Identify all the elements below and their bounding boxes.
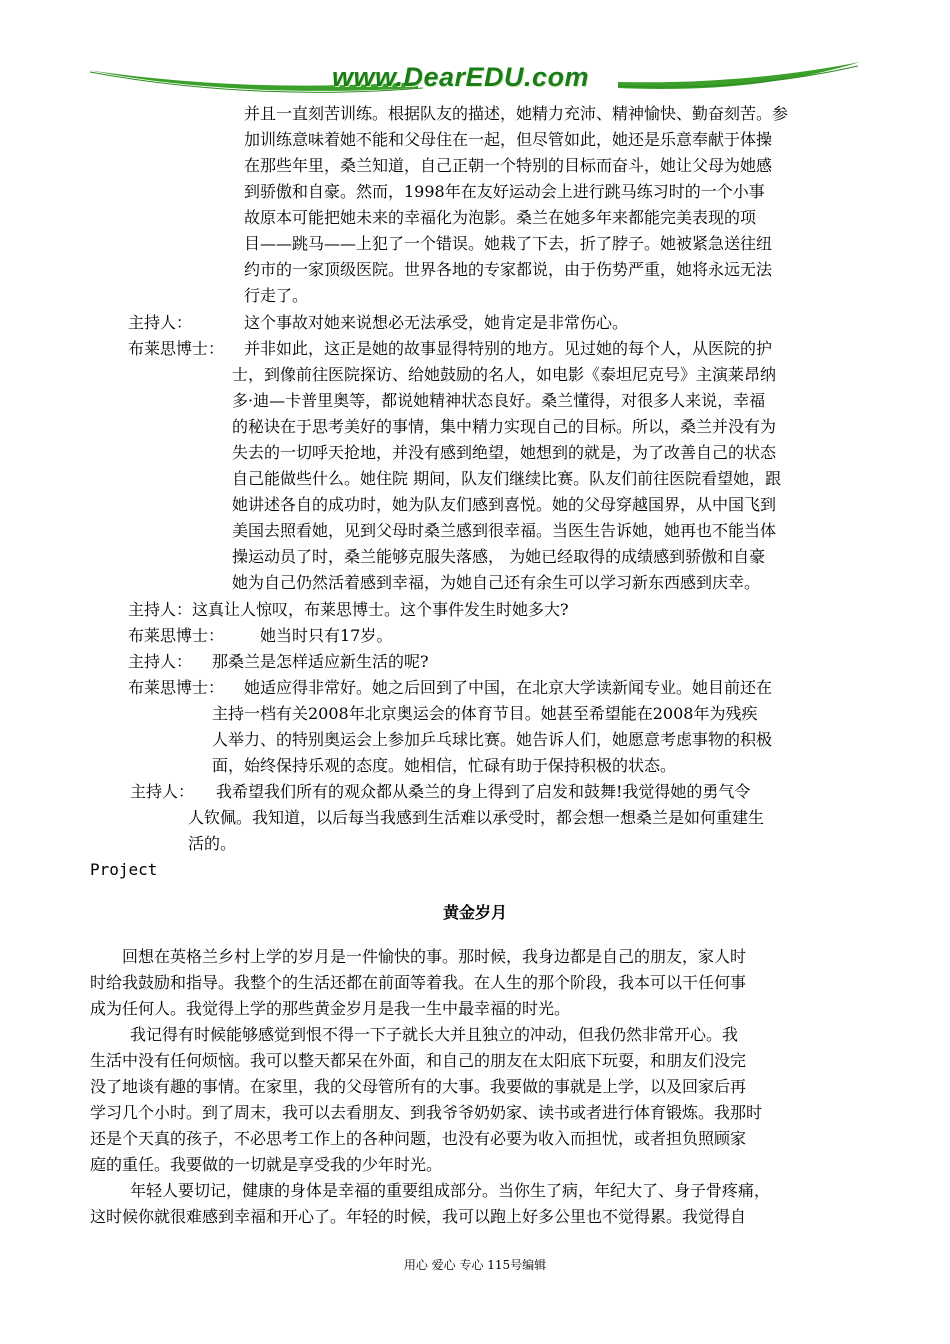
text-line: 并非如此，这正是她的故事显得特别的地方。见过她的每个人，从医院的护 — [244, 339, 773, 358]
text-line: 还是个天真的孩子，不必思考工作上的各种问题，也没有必要为收入而担忧，或者担负照顾家 — [90, 1129, 747, 1148]
dialogue-paragraph-4 — [188, 805, 764, 857]
text-line: 面，始终保持乐观的态度。她相信，忙碌有助于保持积极的状态。 — [212, 756, 677, 775]
text-line: 回想在英格兰乡村上学的岁月是一件愉快的事。那时候，我身边都是自己的朋友，家人时 — [122, 947, 747, 966]
text-line: 没了地谈有趣的事情。在家里，我的父母管所有的大事。我要做的事就是上学，以及回家后再 — [90, 1077, 747, 1096]
text-line: 目——跳马——上犯了一个错误。她栽了下去，折了脖子。她被紧急送往纽 — [244, 234, 773, 253]
speaker-host: 主持人： — [128, 313, 193, 332]
text-line: 我记得有时候能够感觉到恨不得一下子就长大并且独立的冲动，但我仍然非常开心。我 — [130, 1025, 739, 1044]
dialogue-paragraph-1 — [244, 101, 788, 309]
article-body — [90, 944, 770, 1230]
text-line: 这时候你就很难感到幸福和开心了。年轻的时候，我可以跑上好多公里也不觉得累。我觉得自 — [90, 1207, 747, 1226]
text-line: 加训练意味着她不能和父母住在一起，但尽管如此，她还是乐意奉献于体操 — [244, 130, 773, 149]
site-logo-text[interactable]: www.DearEDU.com — [332, 62, 590, 92]
text-line: 失去的一切呼天抢地，并没有感到绝望，她想到的就是，为了改善自己的状态 — [232, 443, 777, 462]
host-line: 那桑兰是怎样适应新生活的呢? — [212, 652, 429, 671]
project-label: Project — [90, 860, 158, 879]
speaker-host: 主持人： — [128, 652, 193, 671]
text-line: 她为自己仍然活着感到幸福，为她自己还有余生可以学习新东西感到庆幸。 — [232, 573, 761, 592]
page-footer: 用心 爱心 专心 115号编辑 — [403, 1258, 547, 1272]
text-line: 成为任何人。我觉得上学的那些黄金岁月是我一生中最幸福的时光。 — [90, 999, 571, 1018]
text-line: 人钦佩。我知道，以后每当我感到生活难以承受时，都会想一想桑兰是如何重建生 — [188, 808, 765, 827]
text-line: 在那些年里，桑兰知道，自己正朝一个特别的目标而奋斗，她让父母为她感 — [244, 156, 773, 175]
text-line: 的秘诀在于思考美好的事情，集中精力实现自己的目标。所以，桑兰并没有为 — [232, 417, 777, 436]
text-line: 故原本可能把她未来的幸福化为泡影。桑兰在她多年来都能完美表现的项 — [244, 208, 757, 227]
text-line: 学习几个小时。到了周末，我可以去看朋友、到我爷爷奶奶家、读书或者进行体育锻炼。我那时 — [90, 1103, 763, 1122]
host-line: 主持人：这真让人惊叹，布莱思博士。这个事件发生时她多大? — [128, 600, 569, 619]
text-line: 人举力、的特别奥运会上参加乒乓球比赛。她告诉人们，她愿意考虑事物的积极 — [212, 730, 773, 749]
dialogue-paragraph-3 — [212, 701, 772, 779]
text-line: 约市的一家顶级医院。世界各地的专家都说，由于伤势严重，她将永远无法 — [244, 260, 773, 279]
text-line: 生活中没有任何烦恼。我可以整天都呆在外面，和自己的朋友在太阳底下玩耍，和朋友们没完 — [90, 1051, 747, 1070]
speaker-doctor: 布莱思博士： — [128, 339, 225, 358]
text-line: 士，到像前往医院探访、给她鼓励的名人，如电影《泰坦尼克号》主演莱昂纳 — [232, 365, 777, 384]
host-line: 这个事故对她来说想必无法承受，她肯定是非常伤心。 — [244, 313, 629, 332]
text-line: 年轻人要切记，健康的身体是幸福的重要组成部分。当你生了病，年纪大了、身子骨疼痛， — [130, 1181, 771, 1200]
text-line: 时给我鼓励和指导。我整个的生活还都在前面等着我。在人生的那个阶段，我本可以干任何事 — [90, 973, 747, 992]
text-line: 多·迪—卡普里奥等，都说她精神状态良好。桑兰懂得，对很多人来说，幸福 — [232, 391, 766, 410]
text-line: 主持一档有关2008年北京奥运会的体育节目。她甚至希望能在2008年为残疾 — [212, 704, 758, 723]
text-line: 操运动员了时，桑兰能够克服失落感， 为她已经取得的成绩感到骄傲和自豪 — [232, 547, 766, 566]
article-title: 黄金岁月 — [442, 903, 507, 922]
text-line: 美国去照看她，见到父母时桑兰感到很幸福。当医生告诉她，她再也不能当体 — [232, 521, 777, 540]
text-line: 并且一直刻苦训练。根据队友的描述，她精力充沛、精神愉快、勤奋刻苦。参 — [244, 104, 789, 123]
speaker-doctor: 布莱思博士： — [128, 626, 225, 645]
speaker-host: 主持人： — [130, 782, 195, 801]
text-line: 自己能做些什么。她住院 期间，队友们继续比赛。队友们前往医院看望她，跟 — [232, 469, 782, 488]
text-line: 她讲述各自的成功时，她为队友们感到喜悦。她的父母穿越国界，从中国飞到 — [232, 495, 777, 514]
text-line: 活的。 — [188, 834, 237, 853]
text-line: 到骄傲和自豪。然而，1998年在友好运动会上进行跳马练习时的一个小事 — [244, 182, 765, 201]
text-line: 行走了。 — [244, 286, 309, 305]
doctor-line: 她当时只有17岁。 — [260, 626, 393, 645]
speaker-doctor: 布莱思博士： — [128, 678, 225, 697]
doctor-line: 她适应得非常好。她之后回到了中国，在北京大学读新闻专业。她目前还在 — [244, 678, 773, 697]
host-line: 我希望我们所有的观众都从桑兰的身上得到了启发和鼓舞!我觉得她的勇气令 — [216, 782, 751, 801]
dialogue-paragraph-2 — [232, 336, 781, 596]
text-line: 庭的重任。我要做的一切就是享受我的少年时光。 — [90, 1155, 443, 1174]
